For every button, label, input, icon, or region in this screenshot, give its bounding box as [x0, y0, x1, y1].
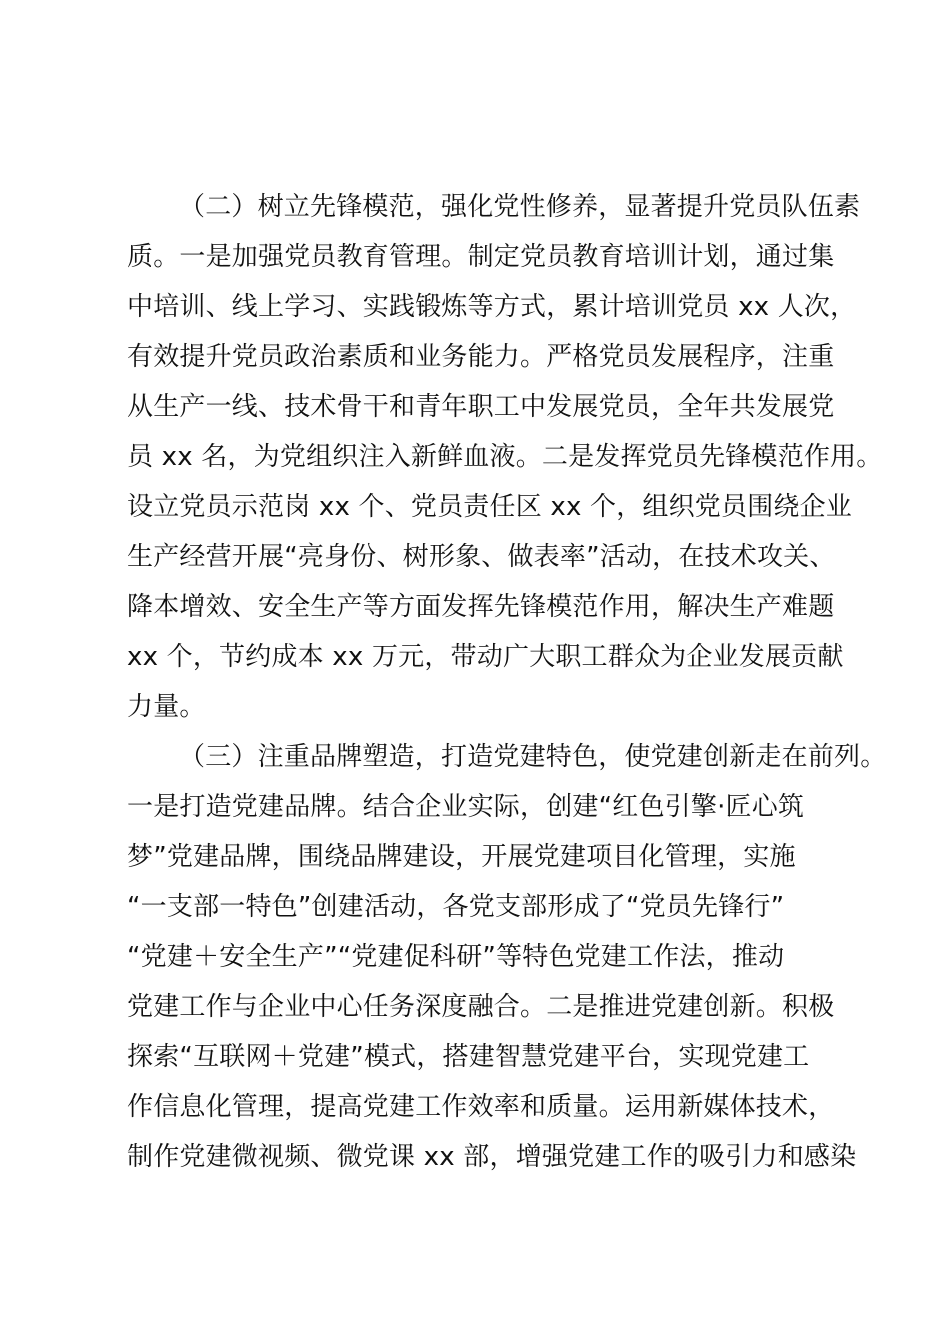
paragraph-3-line-9: 制作党建微视频、微党课 xx 部，增强党建工作的吸引力和感染 [127, 1142, 857, 1172]
paragraph-3-line-3: 梦”党建品牌，围绕品牌建设，开展党建项目化管理，实施 [127, 842, 796, 872]
paragraph-3-line-6: 党建工作与企业中心任务深度融合。二是推进党建创新。积极 [127, 992, 835, 1022]
paragraph-3-line-2: 一是打造党建品牌。结合企业实际，创建“红色引擎·匠心筑 [127, 792, 805, 822]
paragraph-3-line-4: “一支部一特色”创建活动，各党支部形成了“党员先锋行” [127, 892, 785, 922]
paragraph-3-line-8: 作信息化管理，提高党建工作效率和质量。运用新媒体技术， [127, 1092, 835, 1122]
paragraph-2-line-10: xx 个，节约成本 xx 万元，带动广大职工群众为企业发展贡献 [127, 642, 844, 672]
paragraph-3-line-1: （三）注重品牌塑造，打造党建特色，使党建创新走在前列。 [179, 742, 887, 772]
paragraph-2-line-1: （二）树立先锋模范，强化党性修养，显著提升党员队伍素 [179, 192, 861, 222]
paragraph-3-line-5: “党建＋安全生产”“党建促科研”等特色党建工作法，推动 [127, 942, 785, 972]
document-body [127, 182, 887, 1182]
paragraph-2-line-2: 质。一是加强党员教育管理。制定党员教育培训计划，通过集 [127, 242, 835, 272]
paragraph-2-line-8: 生产经营开展“亮身份、树形象、做表率”活动，在技术攻关、 [127, 542, 836, 572]
paragraph-2-line-7: 设立党员示范岗 xx 个、党员责任区 xx 个，组织党员围绕企业 [127, 492, 853, 522]
paragraph-2-line-4: 有效提升党员政治素质和业务能力。严格党员发展程序，注重 [127, 342, 835, 372]
paragraph-2-line-9: 降本增效、安全生产等方面发挥先锋模范作用，解决生产难题 [127, 592, 835, 622]
paragraph-2-line-5: 从生产一线、技术骨干和青年职工中发展党员，全年共发展党 [127, 392, 835, 422]
paragraph-2-line-11: 力量。 [127, 692, 206, 722]
paragraph-2-line-3: 中培训、线上学习、实践锻炼等方式，累计培训党员 xx 人次， [127, 292, 857, 322]
paragraph-3-line-7: 探索“互联网＋党建”模式，搭建智慧党建平台，实现党建工 [127, 1042, 810, 1072]
paragraph-2-line-6: 员 xx 名，为党组织注入新鲜血液。二是发挥党员先锋模范作用。 [127, 442, 883, 472]
